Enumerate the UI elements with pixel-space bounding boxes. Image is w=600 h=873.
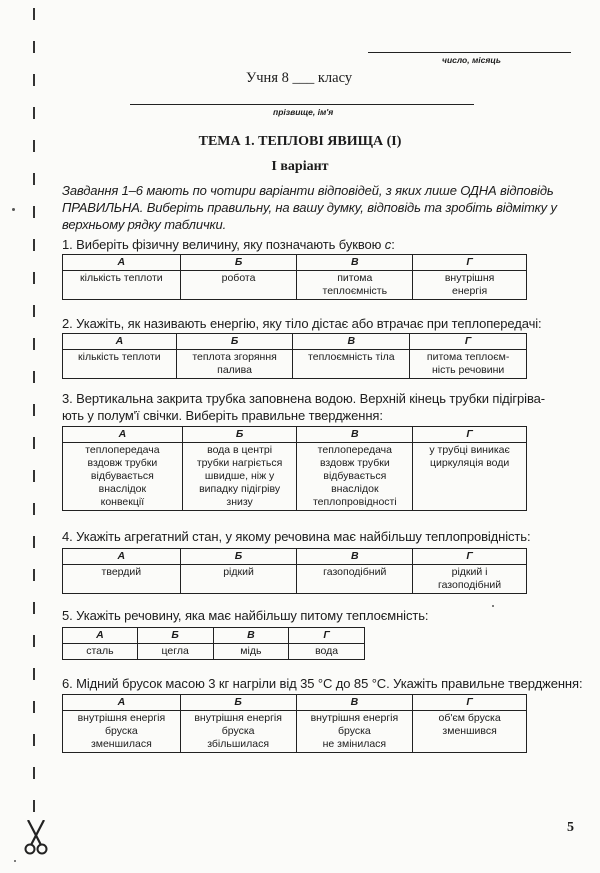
option-mark-cell-2-В[interactable]: В — [293, 334, 410, 350]
answer-cell-2-В: теплоємність тіла — [293, 350, 410, 379]
topic-title: ТЕМА 1. ТЕПЛОВІ ЯВИЩА (І) — [198, 134, 402, 149]
cut-line-dash — [33, 272, 35, 284]
cut-line-dash — [33, 338, 35, 350]
question-1-letter: c — [384, 237, 392, 252]
answer-table-1 — [62, 254, 527, 300]
cut-line-dash — [33, 8, 35, 20]
cut-line-dash — [33, 569, 35, 581]
cut-line-dash — [33, 74, 35, 86]
class-blank[interactable]: ___ — [292, 70, 315, 86]
option-mark-cell-5-Б[interactable]: Б — [137, 628, 213, 644]
student-class-line — [246, 70, 352, 87]
scissors-icon — [24, 820, 48, 856]
cut-line-dash — [33, 470, 35, 482]
variant-title: І варіант — [271, 159, 329, 174]
answer-cell-6-Б: внутрішня енергія бруска збільшилася — [180, 711, 296, 753]
cut-line-dash — [33, 305, 35, 317]
print-speck — [14, 860, 16, 862]
option-mark-cell-6-Г[interactable]: Г — [413, 695, 527, 711]
cut-line-dash — [33, 371, 35, 383]
option-mark-cell-2-Г[interactable]: Г — [410, 334, 527, 350]
option-mark-cell-3-Б[interactable]: Б — [182, 427, 297, 443]
option-mark-cell-3-Г[interactable]: Г — [413, 427, 527, 443]
question-4-text: 4. Укажіть агрегатний стан, у якому речовина має найбільшу теплопровідність: — [62, 529, 531, 544]
name-label: прізвище, ім'я — [273, 107, 334, 117]
option-mark-cell-1-Г[interactable]: Г — [413, 255, 527, 271]
student-suffix: класу — [317, 70, 353, 86]
cut-line-dash — [33, 437, 35, 449]
cut-line-dash — [33, 767, 35, 779]
option-mark-cell-4-Г[interactable]: Г — [413, 549, 527, 565]
question-2-text: 2. Укажіть, як називають енергію, яку тіло дістає або втрачає при теплопередачі: — [62, 316, 542, 331]
option-mark-cell-6-В[interactable]: В — [296, 695, 413, 711]
option-mark-cell-5-Г[interactable]: Г — [289, 628, 365, 644]
answer-cell-4-Б: рідкий — [180, 565, 297, 594]
cut-line-dash — [33, 800, 35, 812]
option-mark-cell-4-В[interactable]: В — [297, 549, 413, 565]
answer-table-5 — [62, 627, 365, 660]
answer-table-3 — [62, 426, 527, 511]
answer-cell-4-В: газоподібний — [297, 565, 413, 594]
option-mark-cell-5-А[interactable]: А — [63, 628, 138, 644]
answer-cell-5-А: сталь — [63, 644, 138, 660]
answer-cell-2-А: кількість теплоти — [63, 350, 177, 379]
answer-cell-1-Г: внутрішня енергія — [413, 271, 527, 300]
option-mark-cell-1-А[interactable]: А — [63, 255, 181, 271]
option-mark-cell-3-В[interactable]: В — [297, 427, 413, 443]
option-mark-cell-3-А[interactable]: А — [63, 427, 183, 443]
cut-line-dash — [33, 701, 35, 713]
student-prefix: Учня 8 — [246, 70, 289, 86]
answer-cell-5-В: мідь — [213, 644, 289, 660]
cut-line-dash — [33, 602, 35, 614]
date-label: число, місяць — [442, 55, 501, 65]
answer-cell-3-В: теплопередача вздовж трубки відбувається внаслідок теплопровідності — [297, 443, 413, 511]
option-mark-cell-5-В[interactable]: В — [213, 628, 289, 644]
cut-line-dash — [33, 404, 35, 416]
option-mark-cell-2-А[interactable]: А — [63, 334, 177, 350]
answer-cell-1-В: питома теплоємність — [297, 271, 413, 300]
answer-cell-4-А: твердий — [63, 565, 181, 594]
option-mark-cell-4-Б[interactable]: Б — [180, 549, 297, 565]
cut-line-dash — [33, 107, 35, 119]
question-1-text: 1. Виберіть фізичну величину, яку позначають буквою c: — [62, 237, 395, 252]
cut-line-dash — [33, 503, 35, 515]
page-number: 5 — [567, 820, 574, 835]
answer-cell-2-Б: теплота згоряння палива — [176, 350, 293, 379]
answer-cell-1-Б: робота — [180, 271, 297, 300]
answer-cell-2-Г: питома теплоєм- ність речовини — [410, 350, 527, 379]
answer-cell-6-А: внутрішня енергія бруска зменшилася — [63, 711, 181, 753]
name-line[interactable] — [130, 104, 474, 105]
date-line — [368, 52, 571, 53]
cut-line-dash — [33, 239, 35, 251]
print-speck — [492, 605, 494, 607]
answer-cell-3-Б: вода в центрі трубки нагріється швидше, ніж у випадку підігріву знизу — [182, 443, 297, 511]
question-3-text: 3. Вертикальна закрита трубка заповнена водою. Верхній кінець трубки підігріва- ють у полум'ї свічки. Виберіть правильне твердження: — [62, 391, 545, 423]
answer-cell-6-В: внутрішня енергія бруска не змінилася — [296, 711, 413, 753]
option-mark-cell-1-В[interactable]: В — [297, 255, 413, 271]
answer-cell-3-Г: у трубці виникає циркуляція води — [413, 443, 527, 511]
instructions: Завдання 1–6 мають по чотири варіанти відповідей, з яких лише ОДНА відповідь ПРАВИЛЬНА. Виберіть правильну, на вашу думку, відповідь та зробіть відмітку у верхньому рядку таблички. — [62, 183, 557, 232]
option-mark-cell-6-А[interactable]: А — [63, 695, 181, 711]
cut-line-dash — [33, 41, 35, 53]
answer-cell-4-Г: рідкий і газоподібний — [413, 565, 527, 594]
answer-table-4 — [62, 548, 527, 594]
answer-cell-3-А: теплопередача вздовж трубки відбувається внаслідок конвекції — [63, 443, 183, 511]
answer-cell-6-Г: об'єм бруска зменшився — [413, 711, 527, 753]
cut-line-dash — [33, 668, 35, 680]
print-speck — [12, 208, 15, 211]
option-mark-cell-1-Б[interactable]: Б — [180, 255, 297, 271]
cut-line-dash — [33, 635, 35, 647]
cut-line-dash — [33, 206, 35, 218]
cut-line-dash — [33, 734, 35, 746]
answer-cell-5-Б: цегла — [137, 644, 213, 660]
option-mark-cell-6-Б[interactable]: Б — [180, 695, 296, 711]
answer-table-6 — [62, 694, 527, 753]
question-5-text: 5. Укажіть речовину, яка має найбільшу питому теплоємність: — [62, 608, 429, 623]
question-6-text: 6. Мідний брусок масою 3 кг нагріли від 35 °С до 85 °С. Укажіть правильне твердження: — [62, 676, 583, 691]
cut-line — [33, 8, 35, 823]
cut-line-dash — [33, 536, 35, 548]
option-mark-cell-4-А[interactable]: А — [63, 549, 181, 565]
option-mark-cell-2-Б[interactable]: Б — [176, 334, 293, 350]
answer-cell-5-Г: вода — [289, 644, 365, 660]
answer-table-2 — [62, 333, 527, 379]
answer-cell-1-А: кількість теплоти — [63, 271, 181, 300]
